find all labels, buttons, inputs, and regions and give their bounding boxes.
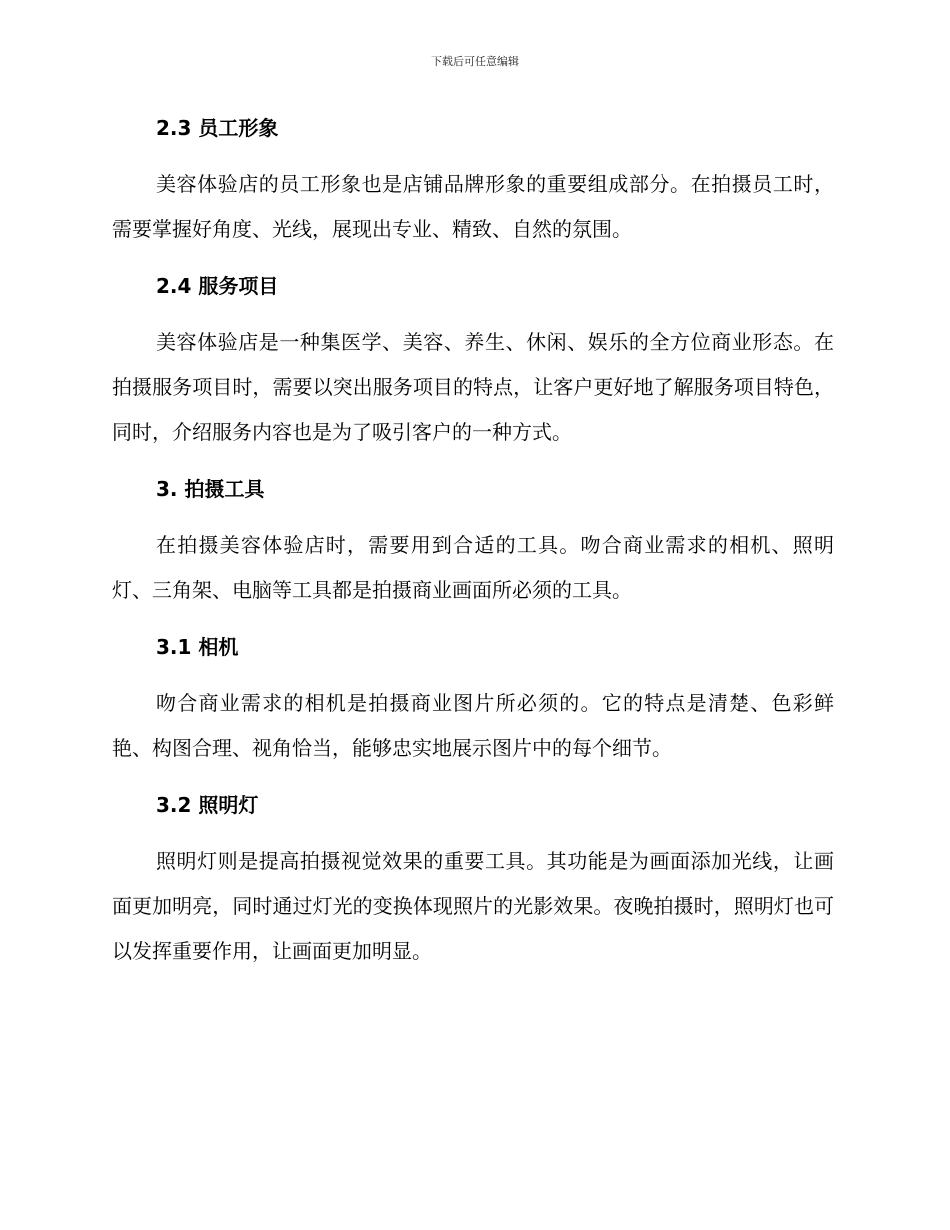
section-paragraph-2-3: 美容体验店的员工形象也是店铺品牌形象的重要组成部分。在拍摄员工时，需要掌握好角度、光线，展现出专业、精致、自然的氛围。 <box>112 172 834 241</box>
section-paragraph-3-1: 吻合商业需求的相机是拍摄商业图片所必须的。它的特点是清楚、色彩鲜艳、构图合理、视角恰当，能够忠实地展示图片中的每个细节。 <box>112 691 834 760</box>
section-heading-3: 3. 拍摄工具 <box>156 477 265 501</box>
section-heading-3-1: 3.1 相机 <box>156 635 239 659</box>
section-heading-3-2: 3.2 照明灯 <box>156 793 259 817</box>
page-header: 下载后可任意编辑 <box>431 55 519 68</box>
document-body <box>112 108 834 974</box>
section-heading-2-3: 2.3 员工形象 <box>156 116 279 140</box>
section-heading-2-4: 2.4 服务项目 <box>156 274 279 298</box>
section-paragraph-3-2: 照明灯则是提高拍摄视觉效果的重要工具。其功能是为画面添加光线，让画面更加明亮，同时通过灯光的变换体现照片的光影效果。夜晚拍摄时，照明灯也可以发挥重要作用，让画面更加明显。 <box>112 849 834 963</box>
section-paragraph-2-4: 美容体验店是一种集医学、美容、养生、休闲、娱乐的全方位商业形态。在拍摄服务项目时，需要以突出服务项目的特点，让客户更好地了解服务项目特色，同时，介绍服务内容也是为了吸引客户的一种方式。 <box>112 330 834 444</box>
section-paragraph-3: 在拍摄美容体验店时，需要用到合适的工具。吻合商业需求的相机、照明灯、三角架、电脑等工具都是拍摄商业画面所必须的工具。 <box>112 533 834 602</box>
